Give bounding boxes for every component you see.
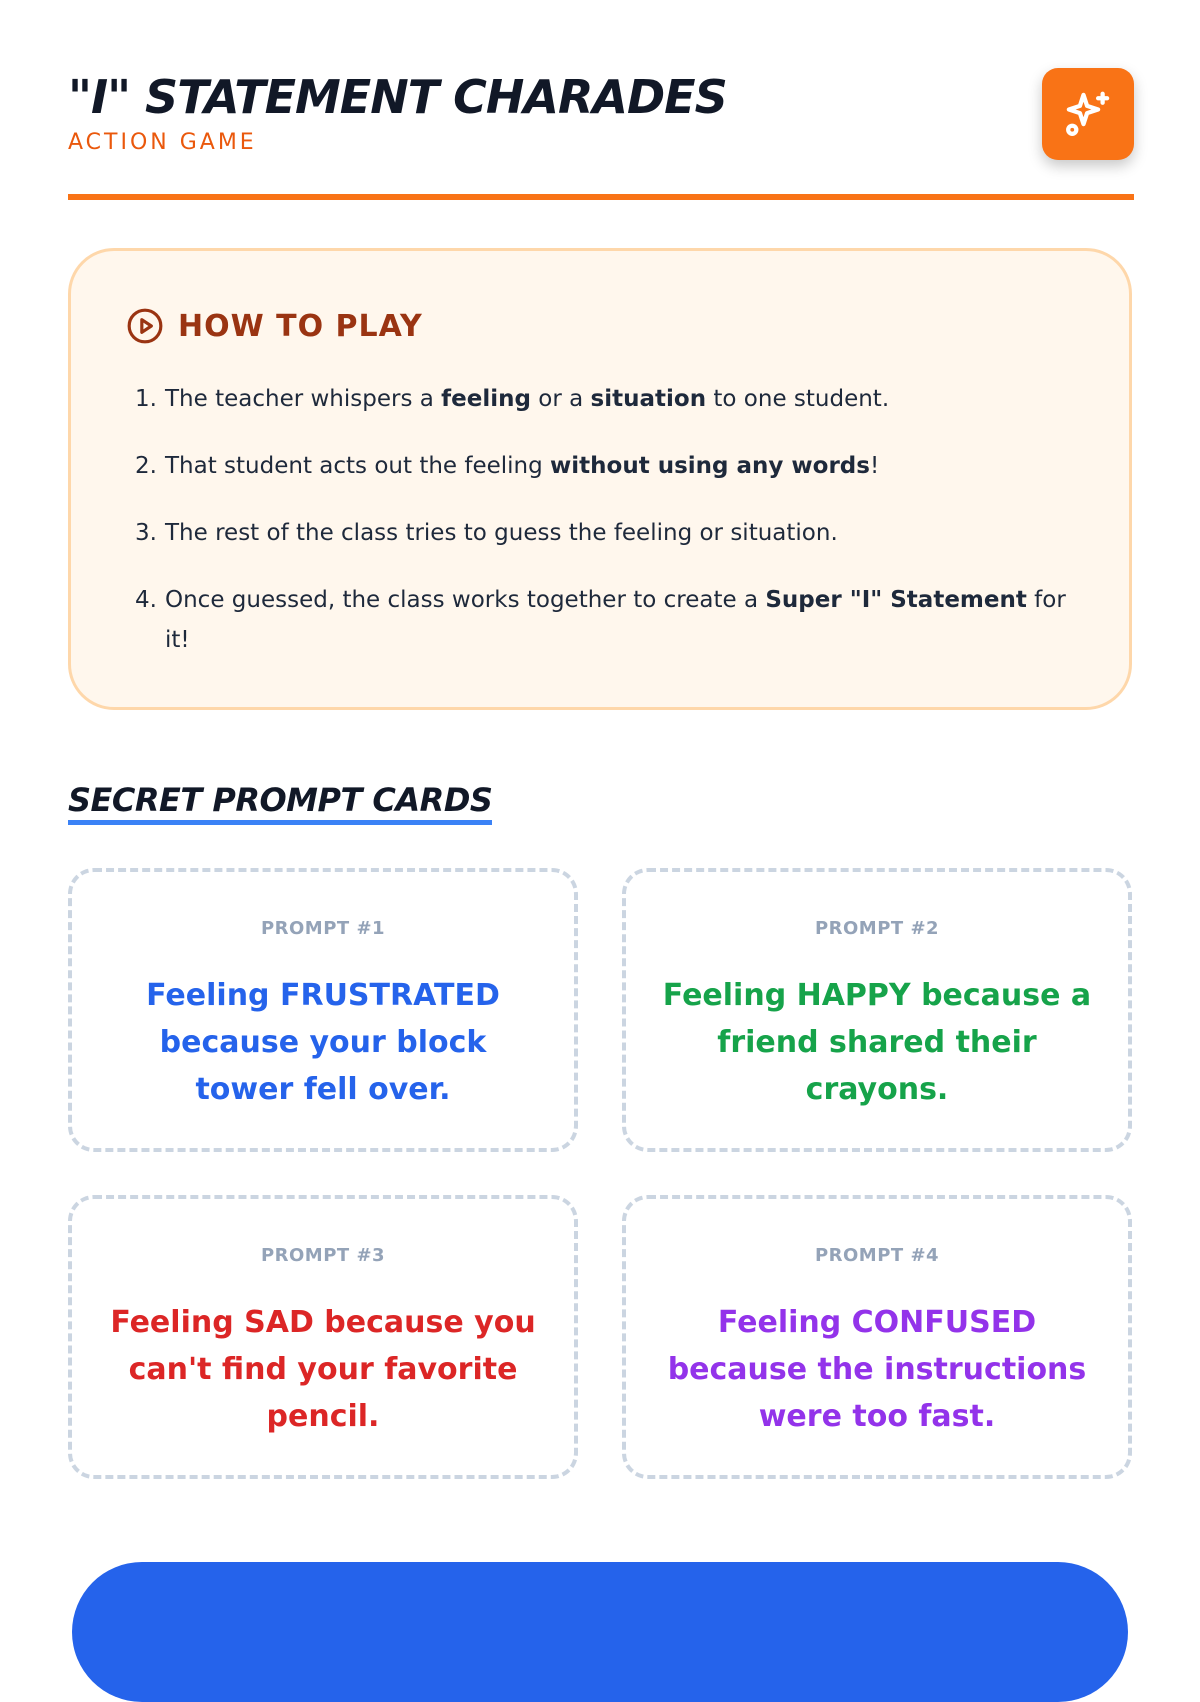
step-item: 1. The teacher whispers a feeling or a situation to one student. xyxy=(135,386,890,412)
prompt-label: PROMPT #4 xyxy=(814,1245,940,1266)
step-item: 3. The rest of the class tries to guess the feeling or situation. xyxy=(135,520,838,546)
prompt-card-3[interactable] xyxy=(68,1195,578,1479)
prompt-text: Feeling HAPPY because a friend shared their crayons. xyxy=(662,978,1092,1107)
sparkles-button[interactable] xyxy=(1042,68,1134,160)
prompt-card-4[interactable] xyxy=(622,1195,1132,1479)
bottom-action-button[interactable] xyxy=(72,1562,1128,1702)
prompt-card-2[interactable] xyxy=(622,868,1132,1152)
how-to-play-title: HOW TO PLAY xyxy=(178,308,423,344)
play-circle-icon xyxy=(126,307,164,345)
step-item: 4. Once guessed, the class works together to create a Super "I" Statement for it! xyxy=(135,587,1066,653)
sparkles-icon xyxy=(1061,87,1115,141)
how-to-play-heading xyxy=(126,307,423,345)
prompt-text: Feeling SAD because you can't find your favorite pencil. xyxy=(110,1305,536,1434)
prompt-label: PROMPT #3 xyxy=(260,1245,386,1266)
prompt-card-1[interactable] xyxy=(68,868,578,1152)
page-header xyxy=(68,60,1134,200)
step-item: 2. That student acts out the feeling without using any words! xyxy=(135,453,880,479)
prompt-label: PROMPT #2 xyxy=(814,918,940,939)
prompt-text: Feeling FRUSTRATED because your block tower fell over. xyxy=(146,978,500,1107)
page-title: "I" STATEMENT CHARADES xyxy=(68,70,727,124)
how-to-play-panel xyxy=(68,248,1132,710)
prompt-text: Feeling CONFUSED because the instructions were too fast. xyxy=(667,1305,1087,1434)
page-subtitle: ACTION GAME xyxy=(68,130,257,155)
steps-list xyxy=(135,379,1095,687)
section-title: SECRET PROMPT CARDS xyxy=(68,782,492,825)
prompt-label: PROMPT #1 xyxy=(260,918,386,939)
